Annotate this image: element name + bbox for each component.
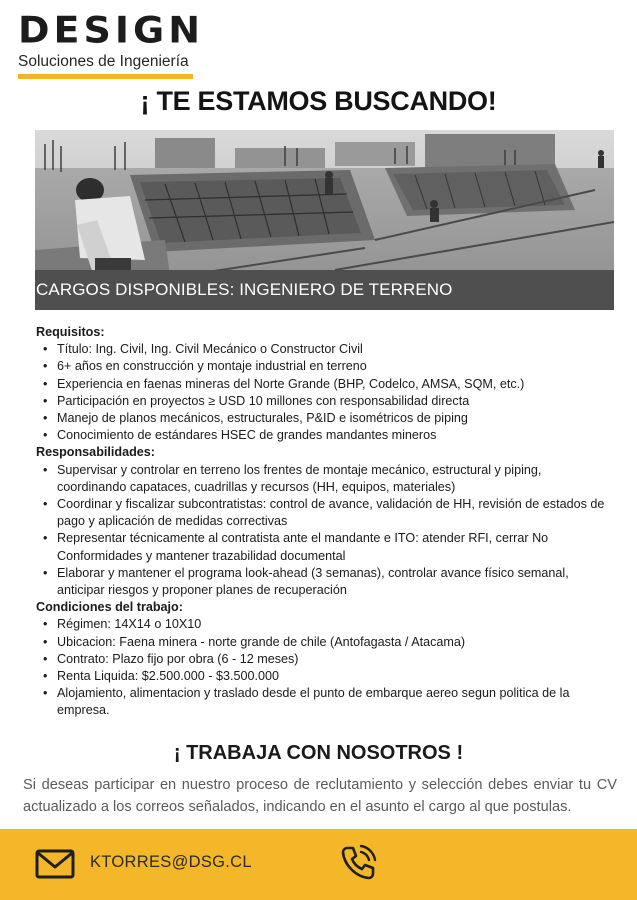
company-logo: [18, 10, 226, 79]
list-item: • Participación en proyectos ≥ USD 10 millones con responsabilidad directa: [36, 393, 606, 410]
responsibilities-heading: Responsabilidades:: [36, 445, 155, 460]
logo-tagline: Soluciones de Ingeniería: [18, 52, 193, 79]
contact-email-link[interactable]: KTORRES@DSG.CL: [90, 853, 252, 871]
requirements-heading: Requisitos:: [36, 325, 105, 339]
list-item: • Título: Ing. Civil, Ing. Civil Mecánico o Constructor Civil: [36, 341, 606, 358]
conditions-heading: Condiciones del trabajo:: [36, 600, 183, 615]
job-description: [36, 324, 606, 720]
list-item: • Elaborar y mantener el programa look-ahead (3 semanas), controlar avance físico semanal, anticipar riesgos y proponer planes de recuperación: [36, 565, 606, 599]
list-item: • Coordinar y fiscalizar subcontratistas: control de avance, validación de HH, revisión de estados de pago y aplicación de medidas correctivas: [36, 496, 606, 530]
page-headline: ¡ TE ESTAMOS BUSCANDO!: [140, 86, 497, 116]
mail-icon[interactable]: [35, 849, 75, 884]
list-item: • Alojamiento, alimentacion y traslado desde el punto de embarque aereo segun politica de la empresa.: [36, 685, 606, 719]
requirements-list: [36, 341, 606, 444]
list-item: • Régimen: 14X14 o 10X10: [36, 616, 606, 633]
conditions-list: [36, 616, 606, 719]
list-item: • Contrato: Plazo fijo por obra (6 - 12 meses): [36, 651, 606, 668]
list-item: • Experiencia en faenas mineras del Norte Grande (BHP, Codelco, AMSA, SQM, etc.): [36, 376, 606, 393]
phone-icon[interactable]: [338, 843, 378, 888]
banner-title: CARGOS DISPONIBLES: INGENIERO DE TERRENO: [36, 280, 453, 299]
logo-wordmark: DESIGN: [18, 9, 205, 51]
list-item: • 6+ años en construcción y montaje industrial en terreno: [36, 358, 606, 375]
list-item: • Manejo de planos mecánicos, estructurales, P&ID e isométricos de piping: [36, 410, 606, 427]
list-item: • Conocimiento de estándares HSEC de grandes mandantes mineros: [36, 427, 606, 444]
list-item: • Representar técnicamente al contratista ante el mandante e ITO: atender RFI, cerrar No Conformidades y mantener trazabilidad documental: [36, 530, 606, 564]
cta-title: ¡ TRABAJA CON NOSOTROS !: [173, 742, 464, 764]
list-item: • Renta Liquida: $2.500.000 - $3.500.000: [36, 668, 606, 685]
cta-text: Si deseas participar en nuestro proceso de reclutamiento y selección debes enviar tu CV actualizado a los correos señalados, indicando en el asunto el cargo al que postulas.: [23, 777, 617, 815]
list-item: • Ubicacion: Faena minera - norte grande de chile (Antofagasta / Atacama): [36, 634, 606, 651]
responsibilities-list: [36, 462, 606, 600]
contact-footer: [0, 829, 637, 900]
list-item: • Supervisar y controlar en terreno los frentes de montaje mecánico, estructural y piping, coordinando capataces, cuadrillas y recursos (HH, equipos, materiales): [36, 462, 606, 496]
